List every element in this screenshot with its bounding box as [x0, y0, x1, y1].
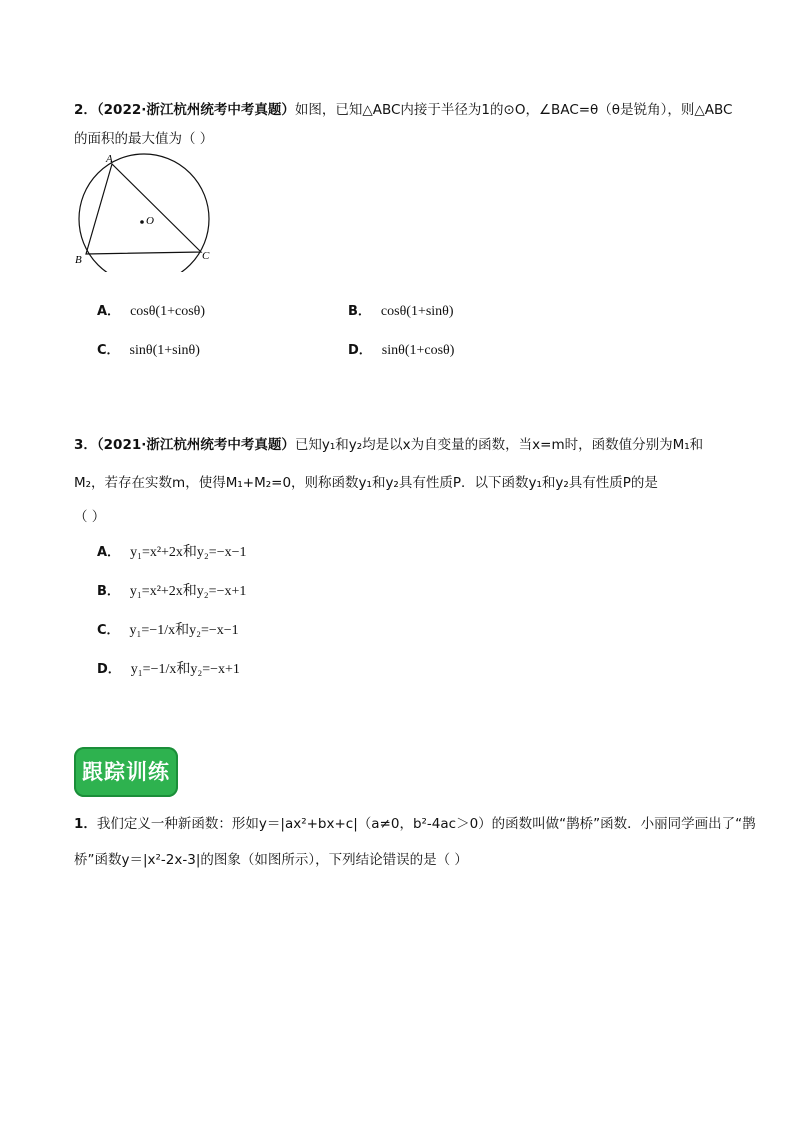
t1-line2: 桥”函数y＝|x²-2x-3|的图象（如图所示），下列结论错误的是（ ）	[74, 852, 468, 868]
q2-line2: 的面积的最大值为（ ）	[74, 131, 214, 147]
q2-source: （2022·浙江杭州统考中考真题）	[96, 102, 295, 118]
option-text: y₁=−1/x和y₂=−x+1	[130, 662, 240, 677]
label-a: A	[106, 153, 113, 165]
q2-line1	[74, 100, 732, 120]
label-c: C	[202, 250, 210, 262]
option-label: A．	[97, 545, 121, 560]
option-text: y₁=x²+2x和y₂=−x+1	[129, 584, 247, 599]
option-text: sinθ(1+sinθ)	[129, 343, 200, 358]
section-badge	[74, 747, 178, 797]
q3-line1	[74, 435, 703, 455]
option-text: y₁=−1/x和y₂=−x−1	[129, 623, 239, 638]
option-text: cosθ(1+sinθ)	[380, 304, 454, 319]
option-label: D．	[97, 662, 121, 677]
option-text: sinθ(1+cosθ)	[381, 343, 455, 358]
t1-number: 1．	[74, 816, 97, 832]
q3-line3: （ ）	[74, 509, 106, 525]
q2-option-d[interactable]	[348, 339, 454, 359]
option-label: C．	[97, 623, 120, 638]
q3-stem: 已知y₁和y₂均是以x为自变量的函数，当x=m时，函数值分别为M₁和	[294, 437, 704, 453]
triangle-abc	[86, 164, 201, 254]
circle-triangle-figure	[72, 150, 217, 272]
q2-option-b[interactable]	[348, 300, 454, 320]
q3-option-c[interactable]	[97, 619, 239, 639]
label-o: O	[146, 215, 154, 227]
option-text: cosθ(1+cosθ)	[130, 304, 206, 319]
option-text: y₁=x²+2x和y₂=−x−1	[130, 545, 247, 560]
option-label: A．	[97, 304, 121, 319]
q2-option-c[interactable]	[97, 339, 200, 359]
option-label: B．	[97, 584, 120, 599]
q3-option-a[interactable]	[97, 541, 247, 561]
q2-option-a[interactable]	[97, 300, 205, 320]
q2-number: 2．	[74, 102, 97, 118]
q2-stem: 如图，已知△ABC内接于半径为1的⊙O，∠BAC=θ（θ是锐角），则△ABC	[294, 102, 733, 118]
q3-option-d[interactable]	[97, 658, 240, 678]
option-label: B．	[348, 304, 371, 319]
option-label: C．	[97, 343, 120, 358]
option-label: D．	[348, 343, 372, 358]
t1-stem: 我们定义一种新函数：形如y＝|ax²+bx+c|（a≠0，b²-4ac＞0）的函数叫做“鹊桥”函数．小丽同学画出了“鹊	[96, 816, 756, 832]
q3-number: 3．	[74, 437, 97, 453]
q3-option-b[interactable]	[97, 580, 246, 600]
q3-source: （2021·浙江杭州统考中考真题）	[96, 437, 295, 453]
label-b: B	[75, 254, 82, 266]
section-badge-label: 跟踪训练	[82, 760, 170, 784]
center-point	[140, 220, 144, 224]
t1-line1	[74, 814, 756, 834]
q3-line2: M₂，若存在实数m，使得M₁+M₂=0，则称函数y₁和y₂具有性质P．以下函数y₁和y₂具有性质P的是	[74, 475, 658, 491]
